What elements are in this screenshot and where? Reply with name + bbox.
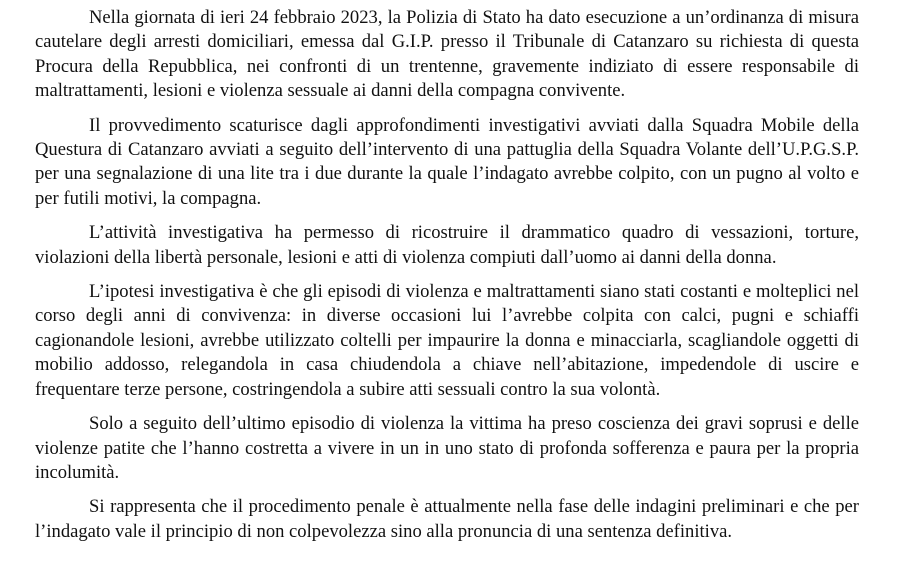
paragraph-presumption-of-innocence: Si rappresenta che il procedimento penale è attualmente nella fase delle indagini preliminari e che per l’indagato vale il principio di non colpevolezza sino alla pronuncia di una sentenza definitiva. — [35, 496, 859, 542]
paragraph-arrest-order: Nella giornata di ieri 24 febbraio 2023, la Polizia di Stato ha dato esecuzione a un’ordinanza di misura cautelare degli arresti domiciliari, emessa dal G.I.P. presso il Tribunale di Catanzaro su richiesta di questa Procura della Repubblica, nei confronti di un trentenne, gravemente indiziato di essere responsabile di maltrattamenti, lesioni e violenza sessuale ai danni della compagna convivente. — [35, 7, 859, 102]
paragraph-investigation-origin: Il provvedimento scaturisce dagli approfondimenti investigativi avviati dalla Squadra Mobile della Questura di Catanzaro avviati a seguito dell’intervento di una pattuglia della Squadra Volante dell’U.P.G.S.P. per una segnalazione di una lite tra i due durante la quale l’indagato avrebbe colpito, con un pugno al volto e per futili motivi, la compagna. — [35, 114, 859, 209]
paragraph-victim-awareness: Solo a seguito dell’ultimo episodio di violenza la vittima ha preso coscienza dei gravi soprusi e delle violenze patite che l’hanno costretta a vivere in un in uno stato di profonda sofferenza e paura per la propria incolumità. — [35, 413, 859, 483]
paragraph-investigation-findings: L’attività investigativa ha permesso di ricostruire il drammatico quadro di vessazioni, torture, violazioni della libertà personale, lesioni e atti di violenza compiuti dall’uomo ai danni della donna. — [35, 222, 859, 268]
paragraph-investigative-hypothesis: L’ipotesi investigativa è che gli episodi di violenza e maltrattamenti siano stati costanti e molteplici nel corso degli anni di convivenza: in diverse occasioni lui l’avrebbe colpita con calci, pugni e schiaffi cagionandole lesioni, avrebbe utilizzato coltelli per impaurire la donna e minacciarla, scagliandole oggetti di mobilio addosso, relegandola in casa chiudendola a chiave nell’abitazione, impedendole di uscire e frequentare terze persone, costringendola a subire atti sessuali contro la sua volontà. — [35, 281, 859, 400]
